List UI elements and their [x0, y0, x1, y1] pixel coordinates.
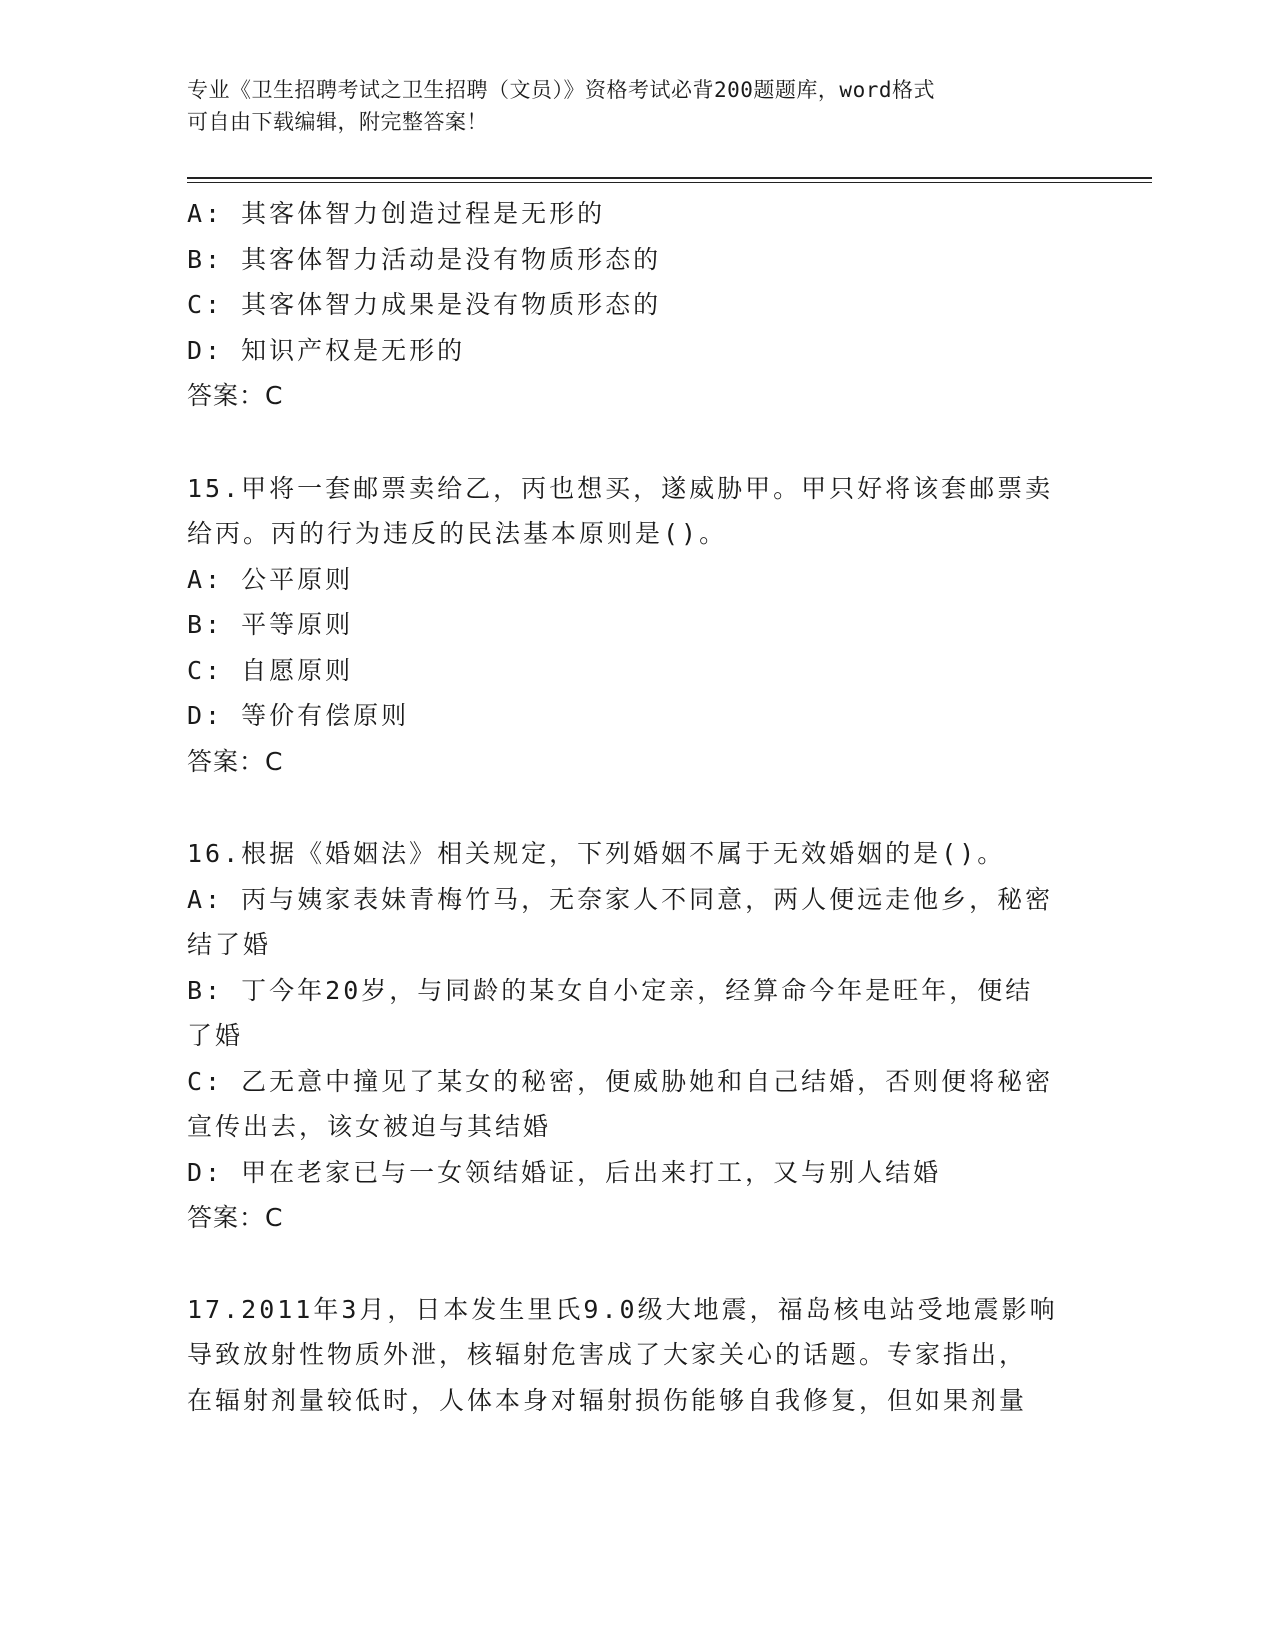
option-b-continued: 了婚 [187, 1021, 244, 1050]
question-stem-line: 16.根据《婚姻法》相关规定，下列婚姻不属于无效婚姻的是()。 [187, 839, 1006, 868]
option-d: D: 甲在老家已与一女领结婚证，后出来打工，又与别人结婚 [187, 1157, 942, 1187]
question-15-block [187, 466, 1087, 785]
header-divider-thick [187, 177, 1152, 179]
question-stem-line: 17.2011年3月，日本发生里氏9.0级大地震，福岛核电站受地震影响 [187, 1294, 1058, 1324]
spacer [187, 784, 1087, 831]
option-a: A: 丙与姨家表妹青梅竹马，无奈家人不同意，两人便远走他乡，秘密 [187, 884, 1054, 914]
answer-line: 答案：C [187, 381, 284, 410]
option-a-continued: 结了婚 [187, 930, 272, 959]
header-line-2: 可自由下载编辑，附完整答案！ [187, 110, 488, 134]
option-c-continued: 宣传出去，该女被迫与其结婚 [187, 1112, 552, 1141]
question-17-block [187, 1287, 1087, 1424]
header-divider-thin [187, 182, 1152, 183]
question-stem-line: 15.甲将一套邮票卖给乙，丙也想买，遂威胁甲。甲只好将该套邮票卖 [187, 473, 1054, 503]
question-14-block [187, 191, 1087, 419]
option-d: D: 等价有偿原则 [187, 701, 410, 730]
option-c: C: 自愿原则 [187, 655, 354, 685]
question-stem-line: 在辐射剂量较低时，人体本身对辐射损伤能够自我修复，但如果剂量 [187, 1385, 1028, 1415]
option-c: C: 乙无意中撞见了某女的秘密，便威胁她和自己结婚，否则便将秘密 [187, 1066, 1054, 1096]
option-b: B: 其客体智力活动是没有物质形态的 [187, 244, 662, 274]
question-stem-line: 导致放射性物质外泄，核辐射危害成了大家关心的话题。专家指出， [187, 1340, 1028, 1369]
question-stem-line: 给丙。丙的行为违反的民法基本原则是()。 [187, 519, 728, 548]
question-content [187, 191, 1087, 1423]
option-c: C: 其客体智力成果是没有物质形态的 [187, 290, 662, 319]
option-a: A: 其客体智力创造过程是无形的 [187, 199, 606, 228]
option-b: B: 平等原则 [187, 610, 354, 639]
question-16-block [187, 831, 1087, 1241]
answer-line: 答案：C [187, 1203, 284, 1232]
answer-line: 答案：C [187, 746, 284, 776]
header-line-1: 专业《卫生招聘考试之卫生招聘（文员）》资格考试必背200题题库，word格式 [187, 78, 935, 102]
spacer [187, 1241, 1087, 1287]
option-b: B: 丁今年20岁，与同龄的某女自小定亲，经算命今年是旺年，便结 [187, 975, 1034, 1005]
option-d: D: 知识产权是无形的 [187, 335, 466, 365]
option-a: A: 公平原则 [187, 564, 354, 594]
spacer [187, 419, 1087, 466]
document-header [187, 74, 1067, 138]
